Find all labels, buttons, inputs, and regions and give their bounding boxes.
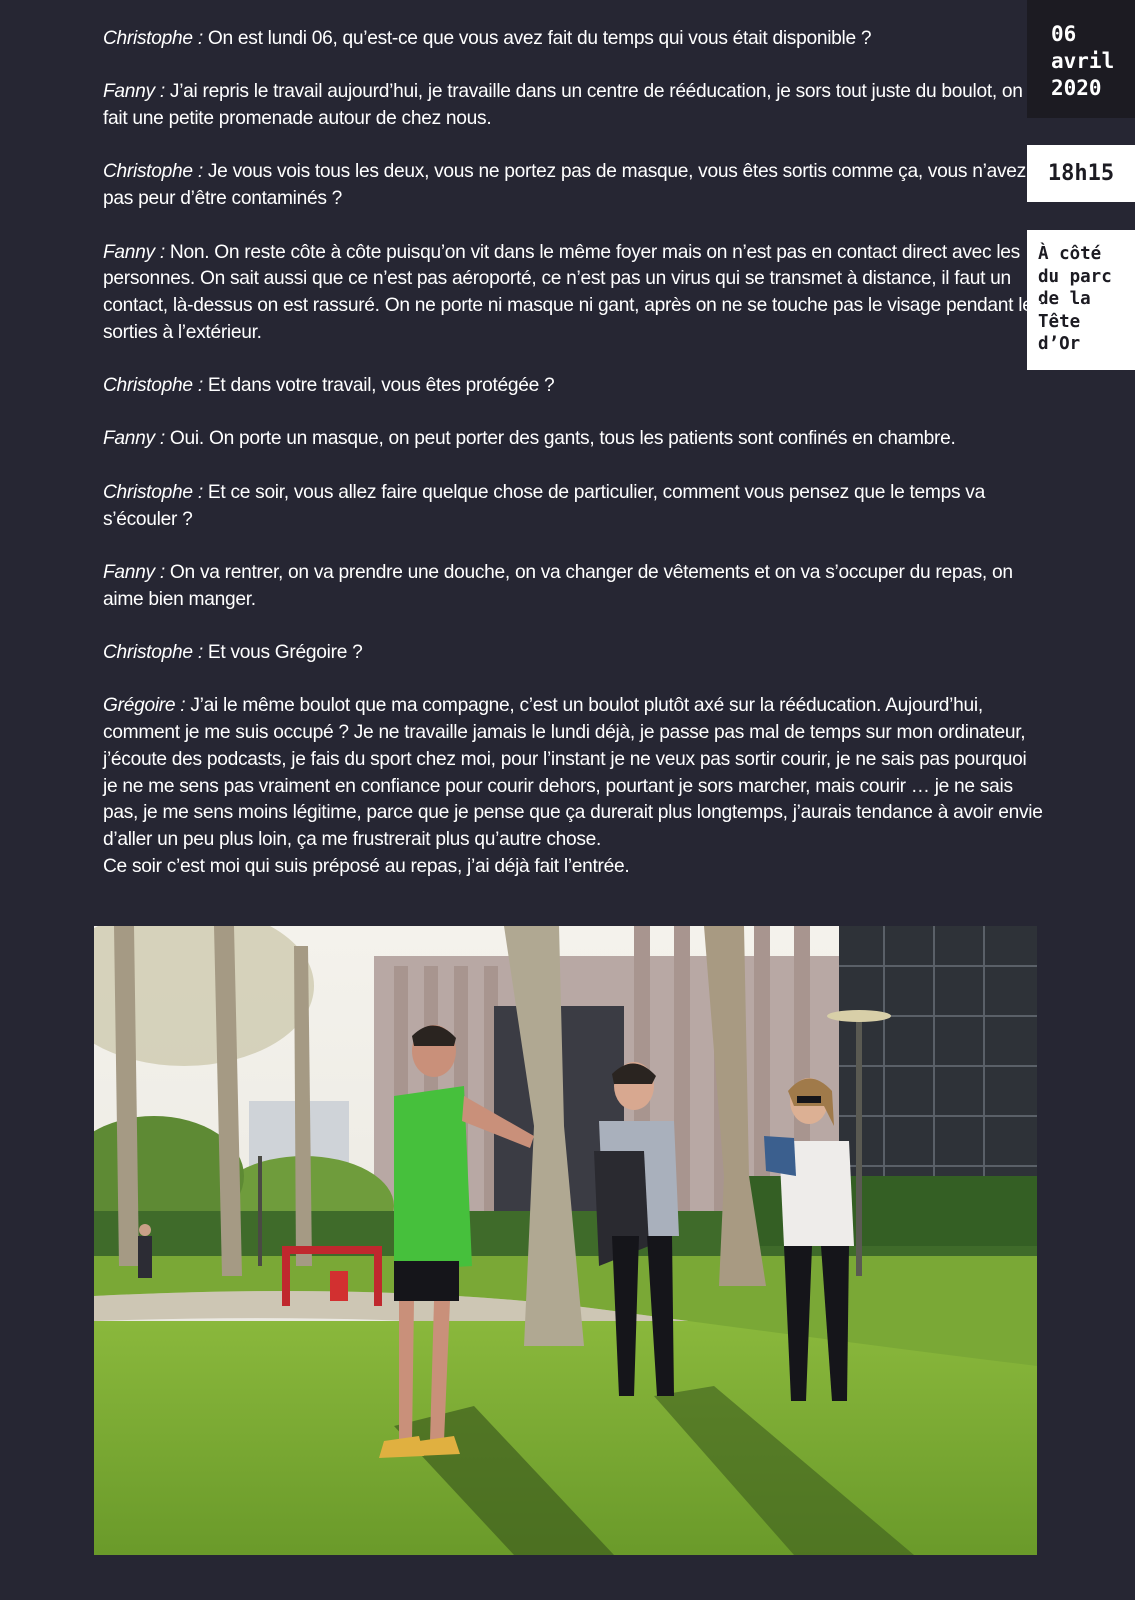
speech-text: Oui. On porte un masque, on peut porter des gants, tous les patients sont confinés en chambre. [164,428,956,450]
interview-paragraph [103,159,1043,212]
speaker-name: Christophe : [103,481,203,503]
speaker-name: Grégoire : [103,695,186,717]
speech-text: Et ce soir, vous allez faire quelque chose de particulier, comment vous pensez que le temps va s’écouler ? [103,481,985,530]
date-month: avril [1051,49,1115,73]
place-line: de la [1038,289,1091,309]
date-year: 2020 [1051,76,1102,100]
place-line: Tête [1038,311,1081,332]
speaker-name: Fanny : [103,241,165,263]
speech-text: On va rentrer, on va prendre une douche, on va changer de vêtements et on va s’occuper du repas, on aime bien manger. [103,561,1013,610]
speech-text: Non. On reste côte à côte puisqu’on vit dans le même foyer mais on n’est pas en contact direct avec les personnes. On sait aussi que ce n’est pas aéroporté, ce n’est pas un virus qui se transmet à distance, il faut un contact, là-dessus on est rassuré. On ne porte ni masque ni gant, après on ne se touche pas le visage pendant les sorties à l’extérieur. [103,241,1042,343]
interview-paragraph [103,560,1043,613]
interview-paragraph [103,240,1043,347]
speaker-name: Christophe : [103,161,203,183]
park-photo [94,926,1037,1555]
interview-paragraph [103,26,1043,53]
interview-paragraph [103,79,1043,132]
speaker-name: Christophe : [103,642,203,664]
interview-transcript [103,26,1043,907]
interview-paragraph [103,693,1043,853]
speaker-name: Christophe : [103,28,203,49]
interview-paragraph [103,373,1043,400]
speech-text: On est lundi 06, qu’est-ce que vous avez fait du temps qui vous était disponible ? [202,28,872,49]
speech-text: Je vous vois tous les deux, vous ne portez pas de masque, vous êtes sortis comme ça, vous n’avez pas peur d’être contaminés ? [103,161,1026,210]
speech-text: J’ai le même boulot que ma compagne, c’est un boulot plutôt axé sur la rééducation. Aujourd’hui, comment je me suis occupé ? Je ne travaille jamais le lundi déjà, je passe pas mal de temps sur mon ordinateur, j’écoute des podcasts, je fais du sport chez moi, pour l’instant je ne veux pas sortir courir, je ne sais pas pourquoi je ne me sens pas vraiment en confiance pour courir dehors, pourtant je sors marcher, mais courir … je ne sais pas, je me sens moins légitime, parce que je pense que ça durerait plus longtemps, j’aurais tendance à avoir envie d’aller un peu plus loin, ça me frustrerait plus qu’autre chose. [103,695,1043,850]
place-line: À côté [1038,244,1102,264]
place-line: du parc [1038,266,1112,287]
place-tag [1027,230,1135,370]
speech-text: Et vous Grégoire ? [202,642,363,664]
speaker-name: Fanny : [103,561,165,583]
time-tag: 18h15 [1027,145,1135,202]
interview-paragraph [103,640,1043,667]
speech-text: J’ai repris le travail aujourd’hui, je travaille dans un centre de rééducation, je sors tout juste du boulot, on fait une petite promenade autour de chez nous. [103,81,1023,130]
closing-line: Ce soir c’est moi qui suis préposé au repas, j’ai déjà fait l’entrée. [103,855,630,877]
speaker-name: Fanny : [103,428,165,450]
date-day: 06 [1051,22,1077,46]
date-tag [1027,0,1135,118]
speaker-name: Fanny : [103,81,165,103]
speech-text: Et dans votre travail, vous êtes protégée ? [202,375,555,397]
interview-paragraph [103,426,1043,453]
speaker-name: Christophe : [103,375,203,397]
place-line: d’Or [1038,334,1081,354]
interview-paragraph [103,480,1043,533]
